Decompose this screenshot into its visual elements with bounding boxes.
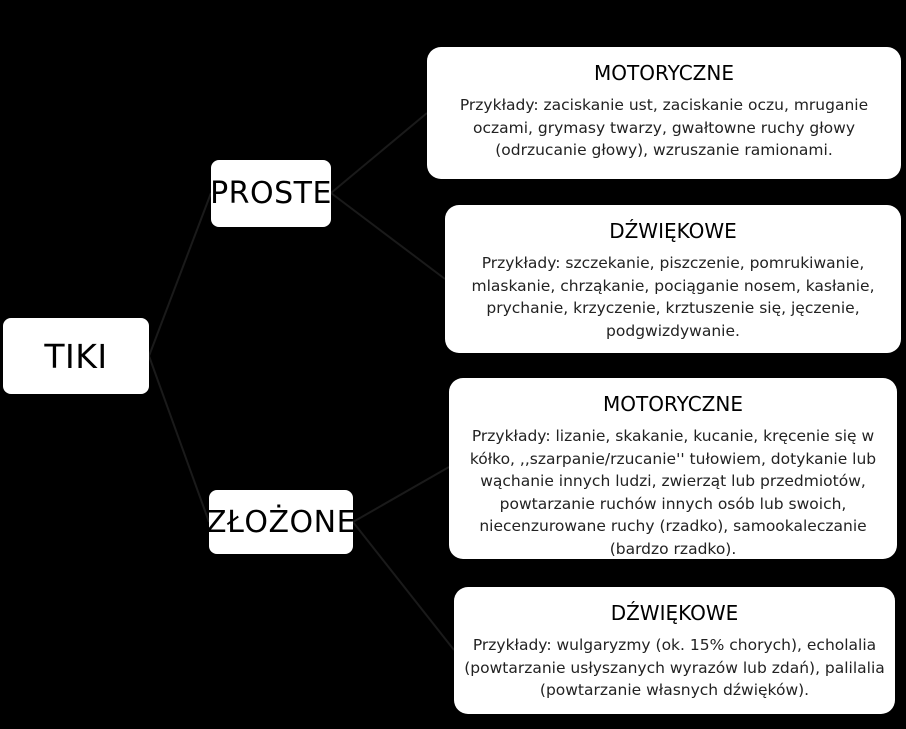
branch-node-proste (211, 160, 331, 227)
leaf-node-text: Przykłady: lizanie, skakanie, kucanie, kręcenie się w kółko, ,,szarpanie/rzucanie'' tułowiem, dotykanie lub wąchanie innych ludzi, zwierząt lub przedmiotów, powtarzanie ruchów innych osób lub swoich, niecenzurowane ruchy (rzadko), samookaleczanie (bardzo rzadko). (469, 427, 877, 558)
leaf-node-title: MOTORYCZNE (594, 61, 734, 85)
branch-node-label: PROSTE (210, 176, 332, 211)
branch-node-label: ZŁOŻONE (205, 504, 357, 540)
leaf-node-title: MOTORYCZNE (603, 392, 743, 416)
leaf-node-title: DŹWIĘKOWE (609, 219, 737, 243)
connector-zlozone-motoryczne (353, 467, 449, 522)
leaf-node-text: Przykłady: szczekanie, piszczenie, pomrukiwanie, mlaskanie, chrząkanie, pociąganie nosem, kasłanie, prychanie, krzyczenie, krztuszenie się, jęczenie, podgwizdywanie. (471, 254, 875, 340)
leaf-node-zlozone-dzwiekowe (454, 587, 895, 714)
leaf-node-text: Przykłady: wulgaryzmy (ok. 15% chorych), echolalia (powtarzanie usłyszanych wyrazów lub zdań), palilalia (powtarzanie własnych dźwięków). (464, 636, 885, 699)
connector-zlozone-dzwiekowe (353, 522, 454, 650)
leaf-node-proste-dzwiekowe (445, 205, 901, 353)
branch-node-zlozone (205, 490, 357, 554)
leaf-node-title: DŹWIĘKOWE (610, 601, 739, 625)
leaf-node-text: Przykłady: zaciskanie ust, zaciskanie oczu, mruganie oczami, grymasy twarzy, gwałtowne ruchy głowy (odrzucanie głowy), wzruszanie ramionami. (459, 96, 869, 159)
leaf-node-proste-motoryczne (427, 47, 901, 179)
root-node-tiki (3, 318, 149, 394)
connector-tiki-proste (149, 193, 211, 356)
connector-proste-motoryczne (331, 113, 427, 193)
root-node-label: TIKI (44, 336, 108, 376)
connector-proste-dzwiekowe (331, 193, 445, 279)
connector-tiki-zlozone (149, 356, 209, 522)
leaf-node-zlozone-motoryczne (449, 378, 897, 559)
